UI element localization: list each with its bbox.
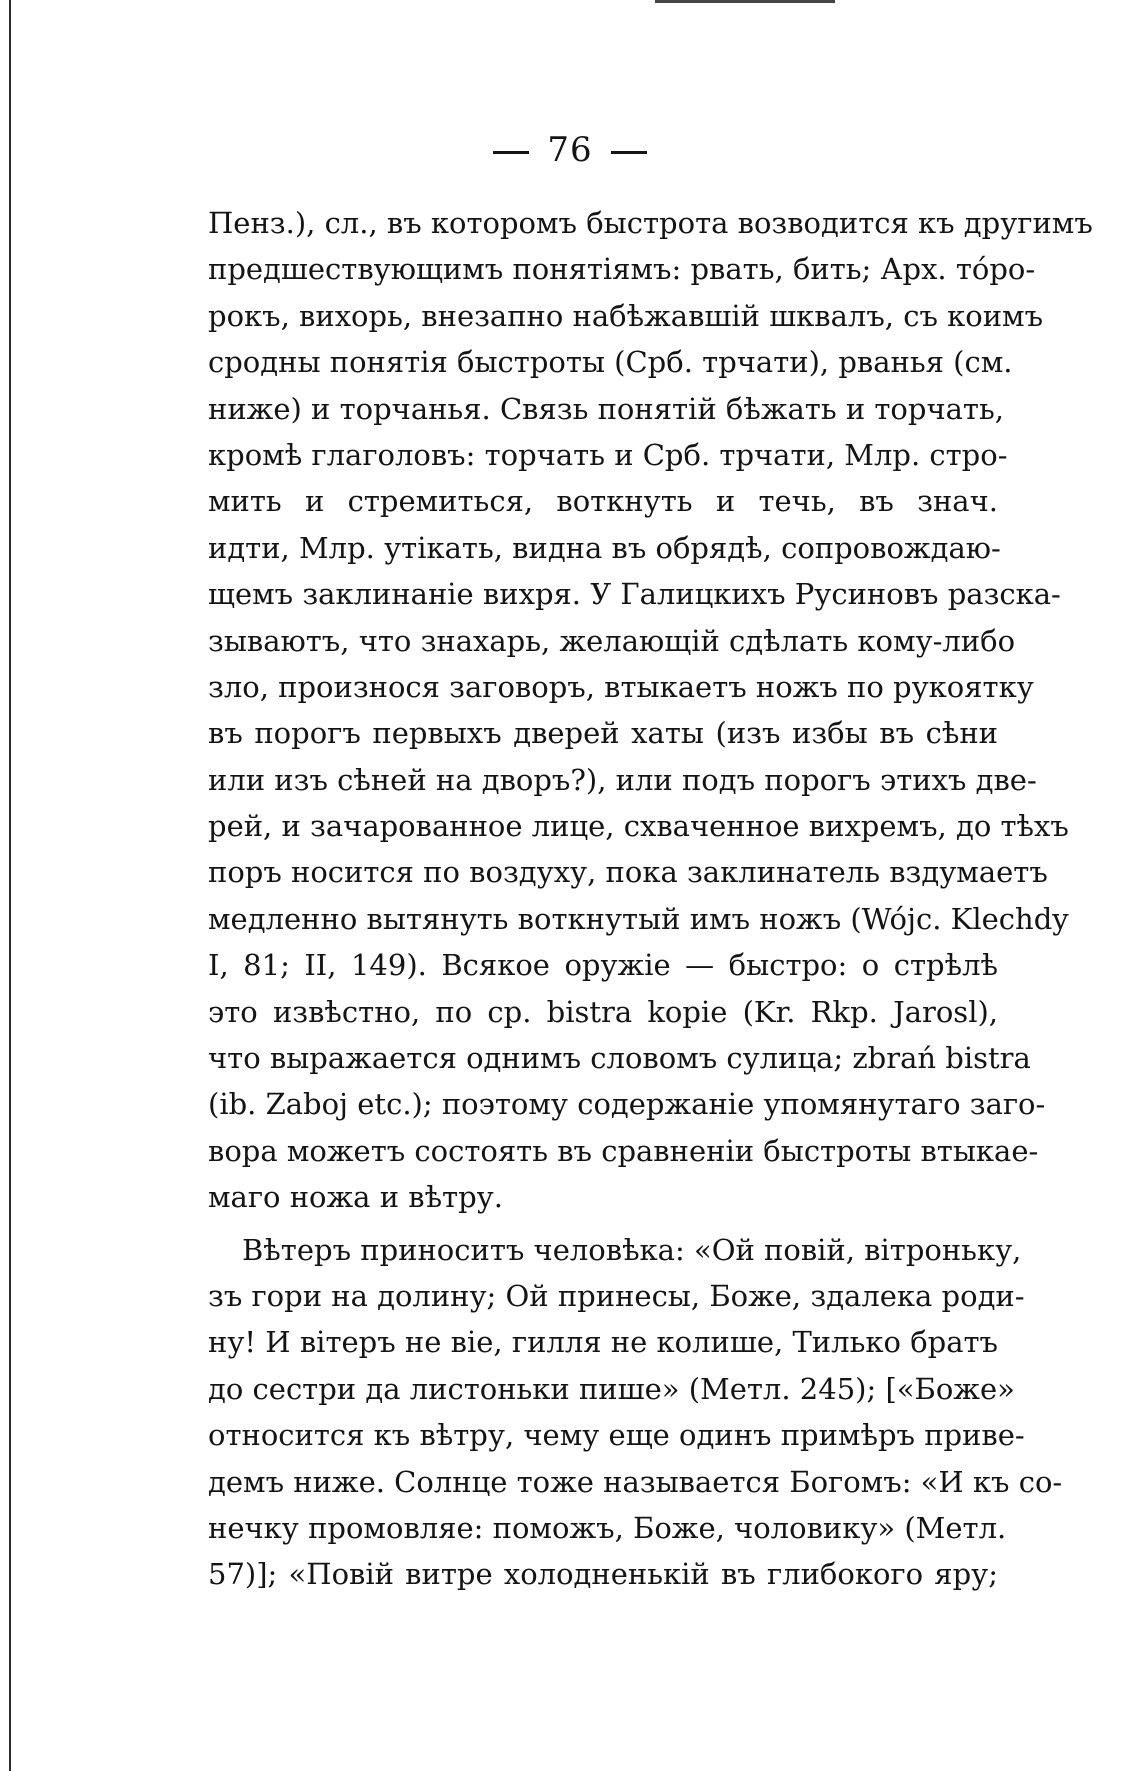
text-line: въ порогъ первыхъ дверей хаты (изъ избы въ сѣни bbox=[208, 716, 998, 751]
text-line: поръ носится по воздуху, пока заклинатель вздумаетъ bbox=[208, 855, 1048, 890]
text-line: зываютъ, что знахарь, желающій сдѣлать кому-либо bbox=[208, 623, 1016, 658]
text-line: щемъ заклинаніе вихря. У Галицкихъ Русиновъ разска- bbox=[208, 577, 1061, 612]
text-line: мить и стремиться, воткнуть и течь, въ знач. bbox=[208, 484, 998, 519]
page-number: 76 bbox=[547, 130, 593, 170]
text-line: идти, Млр. утікать, видна въ обрядѣ, сопровождаю- bbox=[208, 530, 1001, 565]
text-line: I, 81; II, 149). Всякое оружіе — быстро: о стрѣлѣ bbox=[208, 948, 998, 983]
text-line: 57)]; «Повій витре холодненькій въ глибокого яру; bbox=[208, 1557, 998, 1592]
text-line: кромѣ глаголовъ: торчать и Срб. трчати, Млр. стро- bbox=[208, 437, 1008, 472]
text-line: предшествующимъ понятіямъ: рвать, бить; Арх. тóро- bbox=[208, 252, 1036, 287]
scan-mark bbox=[655, 0, 835, 3]
text-line: (ib. Zaboj etc.); поэтому содержаніе упомянутаго заго- bbox=[208, 1087, 1046, 1122]
text-line: что выражается однимъ словомъ сулица; zbrań bistra bbox=[208, 1041, 1031, 1076]
page-number-header bbox=[0, 130, 1140, 170]
text-line: рокъ, вихорь, внезапно набѣжавшій шквалъ, съ коимъ bbox=[208, 298, 1044, 333]
text-line: зъ гори на долину; Ой принесы, Боже, здалека роди- bbox=[208, 1278, 1025, 1313]
text-line: Пенз.), сл., въ которомъ быстрота возводится къ другимъ bbox=[208, 206, 1093, 240]
text-line: медленно вытянуть воткнутый имъ ножъ (Wójc. Klechdy bbox=[208, 901, 1069, 936]
paragraph-2 bbox=[208, 1227, 1063, 1598]
dash-left bbox=[493, 151, 529, 154]
text-line: Вѣтеръ приноситъ человѣка: «Ой повій, вітроньку, bbox=[242, 1232, 1022, 1267]
text-line: или изъ сѣней на дворъ?), или подъ порогъ этихъ две- bbox=[208, 762, 1037, 797]
text-line: нечку промовляе: поможъ, Боже, чоловику» (Метл. bbox=[208, 1510, 1007, 1545]
body-text bbox=[208, 200, 1093, 1598]
text-line: это извѣстно, по ср. bistra kopie (Kr. Rkp. Jarosl), bbox=[208, 994, 998, 1029]
page-edge-rule bbox=[9, 0, 11, 1771]
text-line: до сестри да листоньки пише» (Метл. 245); [«Боже» bbox=[208, 1371, 1015, 1406]
text-line: зло, произнося заговоръ, втыкаетъ ножъ по рукоятку bbox=[208, 669, 1034, 704]
text-line: рей, и зачарованное лице, схваченное вихремъ, до тѣхъ bbox=[208, 809, 1069, 844]
text-line: демъ ниже. Солнце тоже называется Богомъ: «И къ со- bbox=[208, 1464, 1063, 1499]
text-line: относится къ вѣтру, чему еще одинъ примѣръ приве- bbox=[208, 1418, 1025, 1453]
text-line: ну! И вітеръ не віе, гилля не колише, Тилько братъ bbox=[208, 1325, 998, 1360]
text-line: ниже) и торчанья. Связь понятій бѣжать и торчать, bbox=[208, 391, 1004, 426]
text-line: сродны понятія быстроты (Срб. трчати), рванья (см. bbox=[208, 345, 1013, 380]
paragraph-1 bbox=[208, 200, 1093, 1221]
text-line: вора можетъ состоять въ сравненіи быстроты втыкае- bbox=[208, 1133, 1039, 1168]
dash-right bbox=[611, 151, 647, 154]
text-line: маго ножа и вѣтру. bbox=[208, 1180, 503, 1215]
